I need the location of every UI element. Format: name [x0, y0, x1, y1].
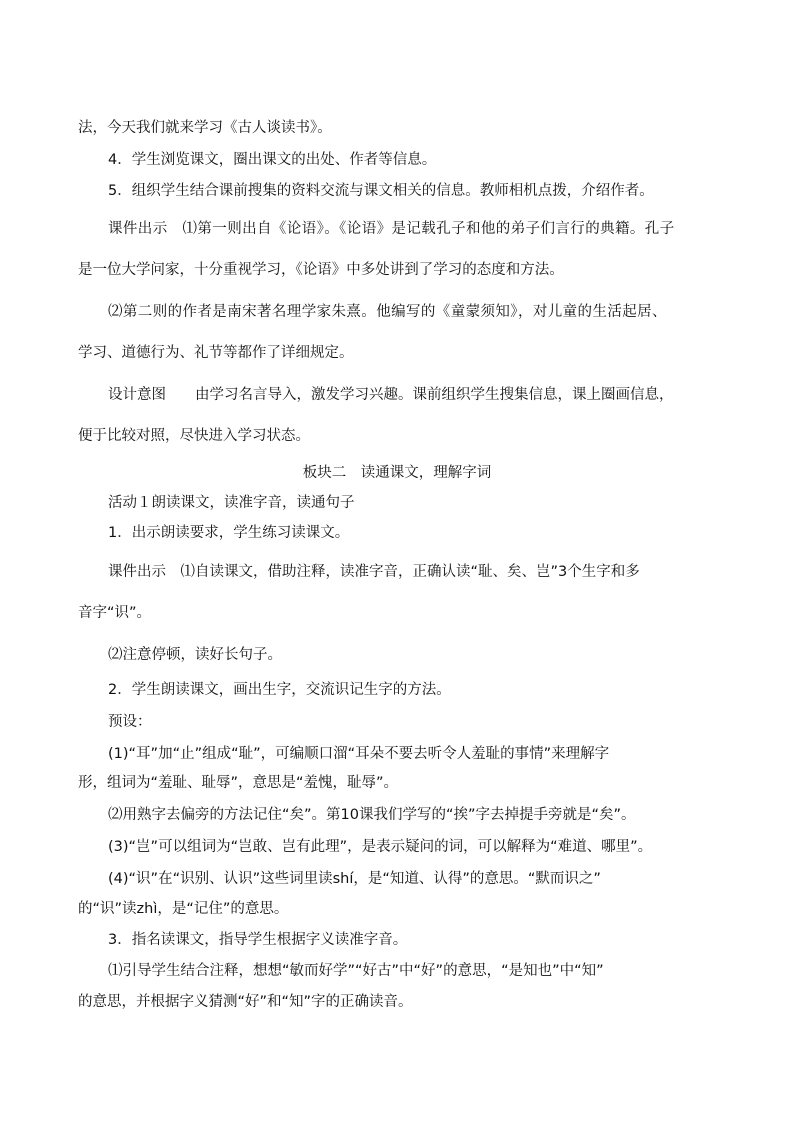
- text-line: (3)“岂”可以组词为“岂敢、岂有此理”，是表示疑问的词，可以解释为“难道、哪里”。: [108, 839, 653, 855]
- text-line: 3．指名读课文，指导学生根据字义读准字音。: [108, 932, 408, 948]
- text-line: 便于比较对照，尽快进入学习状态。: [78, 428, 310, 444]
- text-line: 1．出示朗读要求，学生练习读课文。: [108, 525, 350, 541]
- text-line: ⑴引导学生结合注释，想想“敏而好学”“好古”中“好”的意思，“是知也”中“知”: [108, 963, 604, 979]
- text-line: (1)“耳”加“止”组成“耻”，可编顺口溜“耳朵不要去听令人羞耻的事情”来理解字: [108, 746, 610, 762]
- text-line: 的“识”读zhì，是“记住”的意思。: [78, 901, 289, 917]
- text-line: 形，组词为“羞耻、耻辱”，意思是“羞愧，耻辱”。: [78, 775, 399, 791]
- text-line: 5．组织学生结合课前搜集的资料交流与课文相关的信息。教师相机点拨，介绍作者。: [108, 183, 654, 199]
- text-line: 是一位大学问家，十分重视学习，《论语》中多处讲到了学习的态度和方法。: [78, 262, 564, 278]
- text-line: ⑵用熟字去偏旁的方法记住“矣”。第10课我们学写的“挨”字去掉提手旁就是“矣”。: [108, 807, 636, 823]
- text-line: ⑵注意停顿，读好长句子。: [108, 647, 282, 663]
- text-line: 法，今天我们就来学习《古人谈读书》。: [78, 120, 332, 136]
- text-line: 2．学生朗读课文，画出生字，交流识记生字的方法。: [108, 682, 451, 698]
- text-line: 课件出示 ⑴自读课文，借助注释，读准字音，正确认读“耻、矣、岂”3个生字和多: [108, 564, 640, 580]
- text-line: 预设：: [108, 714, 152, 730]
- text-line: (4)“识”在“识别、认识”这些词里读shí，是“知道、认得”的意思。“默而识之”: [108, 871, 601, 887]
- text-line: 课件出示 ⑴第一则出自《论语》。《论语》是记载孔子和他的弟子们言行的典籍。孔子: [108, 221, 675, 237]
- text-line: 4．学生浏览课文，圈出课文的出处、作者等信息。: [108, 152, 437, 168]
- section-heading: 板块二 读通课文，理解字词: [302, 465, 492, 481]
- text-line: 学习、道德行为、礼节等都作了详细规定。: [78, 345, 354, 361]
- text-line: 设计意图 由学习名言导入，激发学习兴趣。课前组织学生搜集信息，课上圈画信息，: [108, 387, 674, 403]
- text-line: 的意思，并根据字义猜测“好”和“知”字的正确读音。: [78, 994, 413, 1010]
- text-line: 音字“识”。: [78, 605, 152, 621]
- text-line: ⑵第二则的作者是南宋著名理学家朱熹。他编写的《童蒙须知》，对儿童的生活起居、: [108, 304, 667, 320]
- activity-heading: 活动１朗读课文，读准字音，读通句子: [108, 495, 355, 511]
